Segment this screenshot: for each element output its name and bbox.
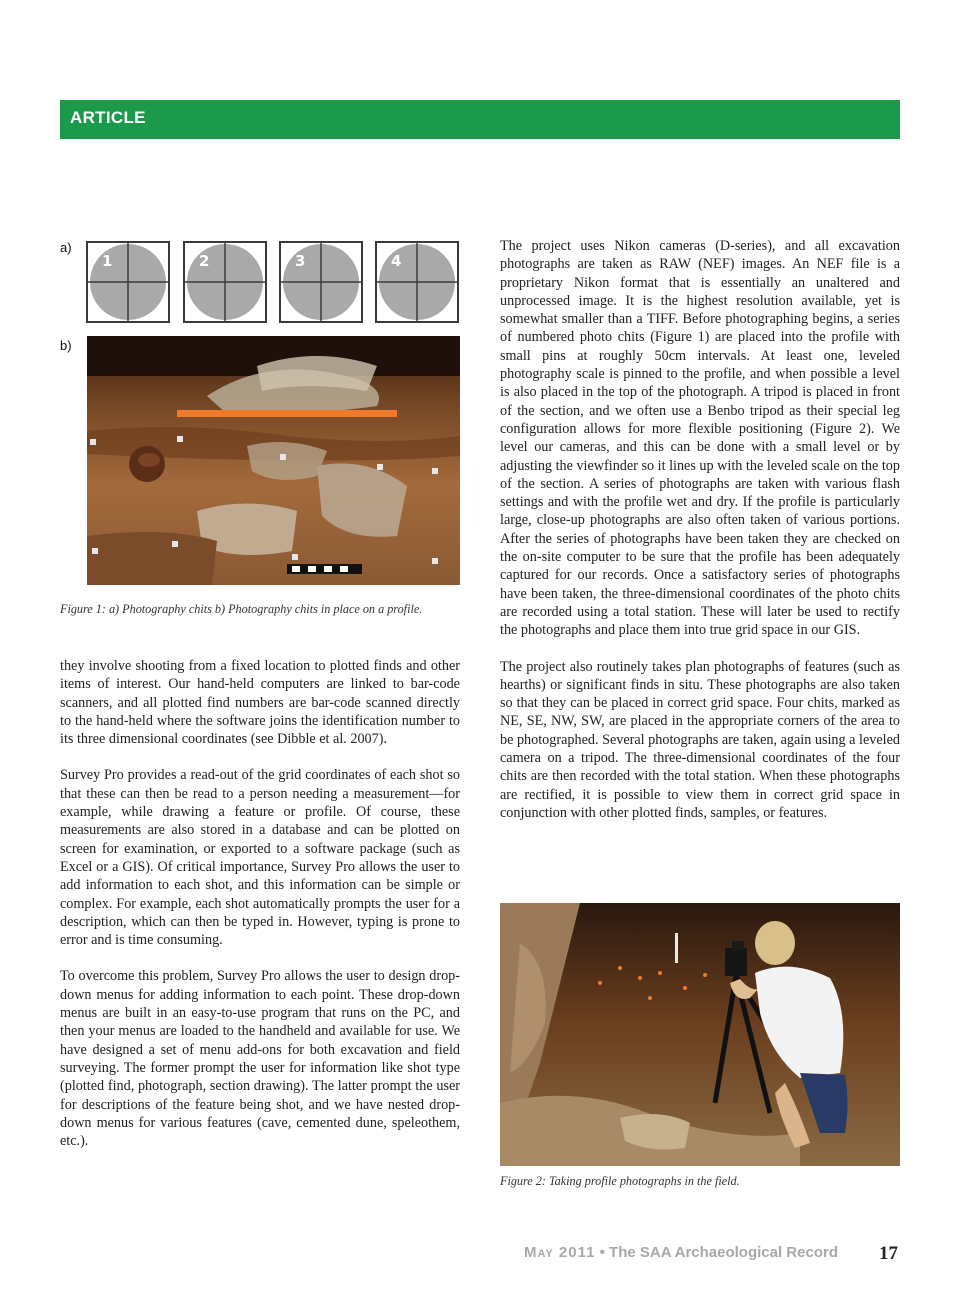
profile-photo-illustration <box>87 336 460 585</box>
chit-number: 3 <box>295 252 306 270</box>
chit-target-graphic <box>377 243 457 321</box>
figure1-label-b: b) <box>60 338 72 353</box>
left-column-text <box>60 657 460 1150</box>
right-column-text <box>500 237 900 822</box>
paragraph: To overcome this problem, Survey Pro allows the user to design drop-down menus for adding information to each point. These drop-down menus are built in an easy-to-use program that runs on the PC, and then your menus are loaded to the handheld and available for use. We have designed a set of menu add-ons for both excavation and field surveying. The former prompt the user for information like shot type (plotted find, photograph, section drawing). The latter prompt the user for descriptions of the feature being shot, and we have nested drop-down menus for various features (cave, cemented dune, speleothem, etc.). <box>60 968 460 1150</box>
paragraph: The project also routinely takes plan photographs of features (such as hearths) or significant finds in situ. These photographs are also taken so that they can be placed in correct grid space. Four chits, marked as NE, SE, NW, SW, are placed in the appropriate corners of the area to be photographed. Several photographs are taken, again using a leveled camera on a tripod. The three-dimensional coordinates of the four chits are then recorded with the total station. When these photographs are rectified, it is possible to view them in correct grid space in conjunction with other plotted finds, samples, or features. <box>500 658 900 821</box>
paragraph: Survey Pro provides a read-out of the grid coordinates of each shot so that these can then be read to a person needing a measurement—for example, while drawing a feature or profile. Of course, these measurements are also stored in a database and can be plotted on screen for examination, or exported to a software package (such as Excel or a GIS). Of critical importance, Survey Pro allows the user to add information to each shot, and this information can be simple or complex. For example, each shot automatically prompts the user for a description, which can then be typed in. However, typing is prone to error and is time consuming. <box>60 767 460 949</box>
field-photo-illustration <box>500 903 900 1166</box>
paragraph: they involve shooting from a fixed location to plotted finds and other items of interest. Our hand-held computers are linked to bar-code scanners, and all plotted find numbers are bar-code scanned directly to the hand-held where the software joins the identification number to its three dimensional coordinates (see Dibble et al. 2007). <box>60 658 460 748</box>
photo-chit <box>183 241 267 323</box>
photo-chit <box>279 241 363 323</box>
figure1-label-a: a) <box>60 240 72 255</box>
issue-date: May 2011 <box>523 1244 596 1261</box>
running-footer <box>524 1244 838 1261</box>
chit-target-graphic <box>88 243 168 321</box>
photo-chit <box>86 241 170 323</box>
profile-photograph <box>87 336 460 585</box>
photo-chit <box>375 241 459 323</box>
figure1-caption: Figure 1: a) Photography chits b) Photography chits in place on a profile. <box>60 602 423 616</box>
field-photograph <box>500 903 900 1166</box>
chit-number: 2 <box>199 252 210 270</box>
section-banner <box>60 100 900 139</box>
footer-bullet: • <box>599 1244 605 1261</box>
figure2-caption: Figure 2: Taking profile photographs in the field. <box>500 1174 740 1188</box>
page-number: 17 <box>879 1243 898 1264</box>
section-label: ARTICLE <box>70 108 146 127</box>
journal-title: The SAA Archaeological Record <box>609 1244 838 1261</box>
chit-target-graphic <box>281 243 361 321</box>
chit-number: 1 <box>102 252 113 270</box>
chit-target-graphic <box>185 243 265 321</box>
chit-number: 4 <box>391 252 402 270</box>
paragraph: The project uses Nikon cameras (D-series), and all excavation photographs are taken as RAW (NEF) images. An NEF file is a proprietary Nikon format that is essentially an unaltered and unprocessed image. It is the highest resolution available, yet is somewhat smaller than a TIFF. Before photographing begins, a series of numbered photo chits (Figure 1) are placed into the profile with small pins at roughly 50cm intervals. At least one, leveled photography scale is pinned to the profile, and when possible a level is also placed in the top of the photograph. A tripod is placed in front of the section, and we often use a Benbo tripod as their special leg configuration allows for more flexible positioning (Figure 2). We level our cameras, and this can be done with a small level or by adjusting the viewfinder so it lines up with the leveled scale on the top of the section. A series of photographs are taken with various flash settings and with the profile wet and dry. If the profile is particularly large, close-up photographs are also often taken of various portions. After the series of photographs have been taken they are checked on the on-site computer to be sure that the profile has been adequately captured for our records. Once a satisfactory series of photographs have been taken, the three-dimensional coordinates of the photo chits are recorded using a total station. These will later be used to rectify the photographs and place them into true grid space in our GIS. <box>500 238 900 639</box>
